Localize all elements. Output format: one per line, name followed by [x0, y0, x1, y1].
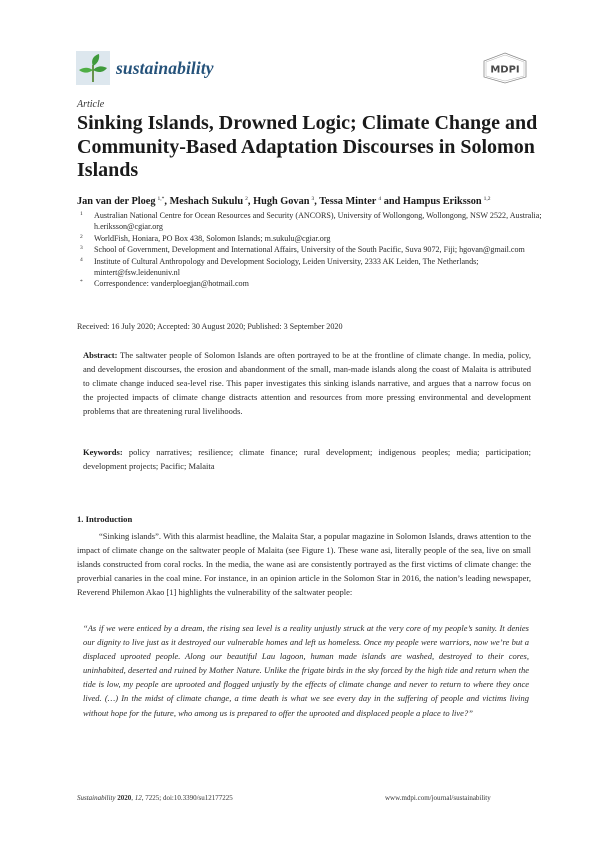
author-name: Tessa Minter [319, 196, 377, 207]
affiliation-mark: * [80, 279, 83, 286]
author-name: Meshach Sukulu [169, 196, 244, 207]
abstract-label: Abstract: [83, 350, 118, 360]
author[interactable] [170, 196, 248, 207]
citation-footer: Sustainability 2020, 12, 7225; doi:10.3390/su12177225 [77, 794, 233, 802]
keywords [83, 445, 531, 473]
author-affiliation-mark: 1,2 [483, 196, 491, 202]
footer-journal: Sustainability [77, 794, 116, 802]
author[interactable] [319, 196, 381, 207]
author-separator: and [381, 196, 403, 207]
author-name: Hampus Eriksson [402, 196, 482, 207]
mdpi-logo[interactable] [482, 52, 528, 84]
footer-volume: 12 [134, 794, 142, 802]
affiliation-text: Institute of Cultural Anthropology and Development Sociology, Leiden University, 2333 AK Leiden, The Netherlands; mintert@fsw.leidenuniv.nl [94, 256, 479, 278]
affiliation-mark: 2 [80, 233, 83, 240]
author-affiliation-mark: 3 [311, 196, 315, 202]
affiliation-mark: 4 [80, 256, 83, 263]
author-affiliation-mark: 1,* [157, 196, 165, 202]
footer-year: 2020 [117, 794, 132, 802]
author[interactable] [403, 196, 491, 207]
author-affiliation-mark: 2 [245, 196, 248, 202]
author-name: Hugh Govan [253, 196, 310, 207]
abstract [83, 348, 531, 418]
affiliation-text: Australian National Centre for Ocean Resources and Security (ANCORS), University of Wollongong, Wollongong, NSW 2522, Australia; h.eriksson@cgiar.org [94, 211, 542, 232]
affiliation-item [80, 233, 550, 244]
mdpi-text: MDPI [490, 64, 520, 76]
paper-title: Sinking Islands, Drowned Logic; Climate Change and Community-Based Adaptation Discourses in Solomon Islands [77, 112, 538, 181]
article-type: Article [77, 99, 105, 110]
footer-doi[interactable]: , 7225; doi:10.3390/su12177225 [141, 794, 233, 802]
author-affiliation-mark: 4 [378, 196, 382, 202]
author-list [77, 196, 491, 207]
abstract-text: The saltwater people of Solomon Islands are often portrayed to be at the frontline of climate change. In media, policy, and development discourses, the erosion and abandonment of the small, man-made islands along the coast of Malaita is attributed to climate change induced sea-level rise. This paper investigates this sinking islands narrative, and argues that a narrow focus on the projected impacts of climate change distracts attention and resources from more pressing environmental and development problems that are threatening rural livelihoods. [83, 350, 531, 417]
journal-url-link[interactable]: www.mdpi.com/journal/sustainability [385, 794, 491, 802]
publication-dates: Received: 16 July 2020; Accepted: 30 August 2020; Published: 3 September 2020 [77, 322, 343, 331]
section-heading: 1. Introduction [77, 514, 133, 524]
affiliation-list [80, 210, 550, 290]
block-quote: “As if we were enticed by a dream, the rising sea level is a reality unjustly struck at the very core of my people’s sanity. It denies our dignity to live just as it destroyed our vulnerable homes and left us homeless. Once my people were warriors, now we’re but a displaced uprooted people. Along our beautiful Lau lagoon, human made islands are washed, destroyed to their cores, uninhabited, deserted and ruined by Mother Nature. Unlike the frigate birds in the sky forced by the high tide and return when the tide is low, my people are uprooted and flogged unjustly by the effects of climate change and never to return to where they once lived. (…) In the midst of climate change, a time death is what we see every day in the suffering of people and victims living without hope for the future, who among us is prepared to offer the uprooted and displaced people a place to live?” [83, 623, 529, 718]
keywords-text: policy narratives; resilience; climate finance; rural development; indigenous peoples; media; participation; development projects; Pacific; Malaita [83, 447, 531, 472]
journal-name: sustainability [116, 57, 214, 78]
keywords-label: Keywords: [83, 447, 123, 457]
affiliation-text: WorldFish, Honiara, PO Box 438, Solomon Islands; m.sukulu@cgiar.org [94, 233, 331, 243]
author-separator: , [247, 196, 254, 207]
affiliation-mark: 1 [80, 211, 83, 217]
author-separator: , [164, 196, 170, 207]
affiliation-item [80, 210, 550, 233]
body-paragraph: “Sinking islands”. With this alarmist headline, the Malaita Star, a popular magazine in Solomon Islands, draws attention to the impact of climate change on the saltwater people of Malaita (see Figure 1). These wane asi, literally people of the sea, live on small islands constructed from coral rocks. In the media, the wane asi are consistently portrayed as the first victims of climate change: the proverbial canaries in the coal mine. For instance, in an opinion article in the Solomon Star in 2016, the nation’s leading newspaper, Reverend Philemon Akao [1] highlights the vulnerability of the saltwater people: [77, 531, 531, 598]
correspondence [80, 278, 550, 289]
affiliation-item [80, 244, 550, 255]
affiliation-item [80, 256, 550, 279]
leaf-sprout-icon [76, 51, 110, 85]
correspondence-text: Correspondence: vanderploegjan@hotmail.com [94, 279, 249, 289]
author-separator: , [314, 196, 320, 207]
affiliation-mark: 3 [80, 245, 83, 252]
author-name: Jan van der Ploeg [77, 196, 156, 207]
journal-logo[interactable] [76, 51, 214, 85]
affiliation-text: School of Government, Development and International Affairs, University of the South Pacific, Suva 9072, Fiji; hgovan@gmail.com [94, 245, 525, 255]
author[interactable] [77, 196, 164, 207]
author[interactable] [253, 196, 314, 207]
